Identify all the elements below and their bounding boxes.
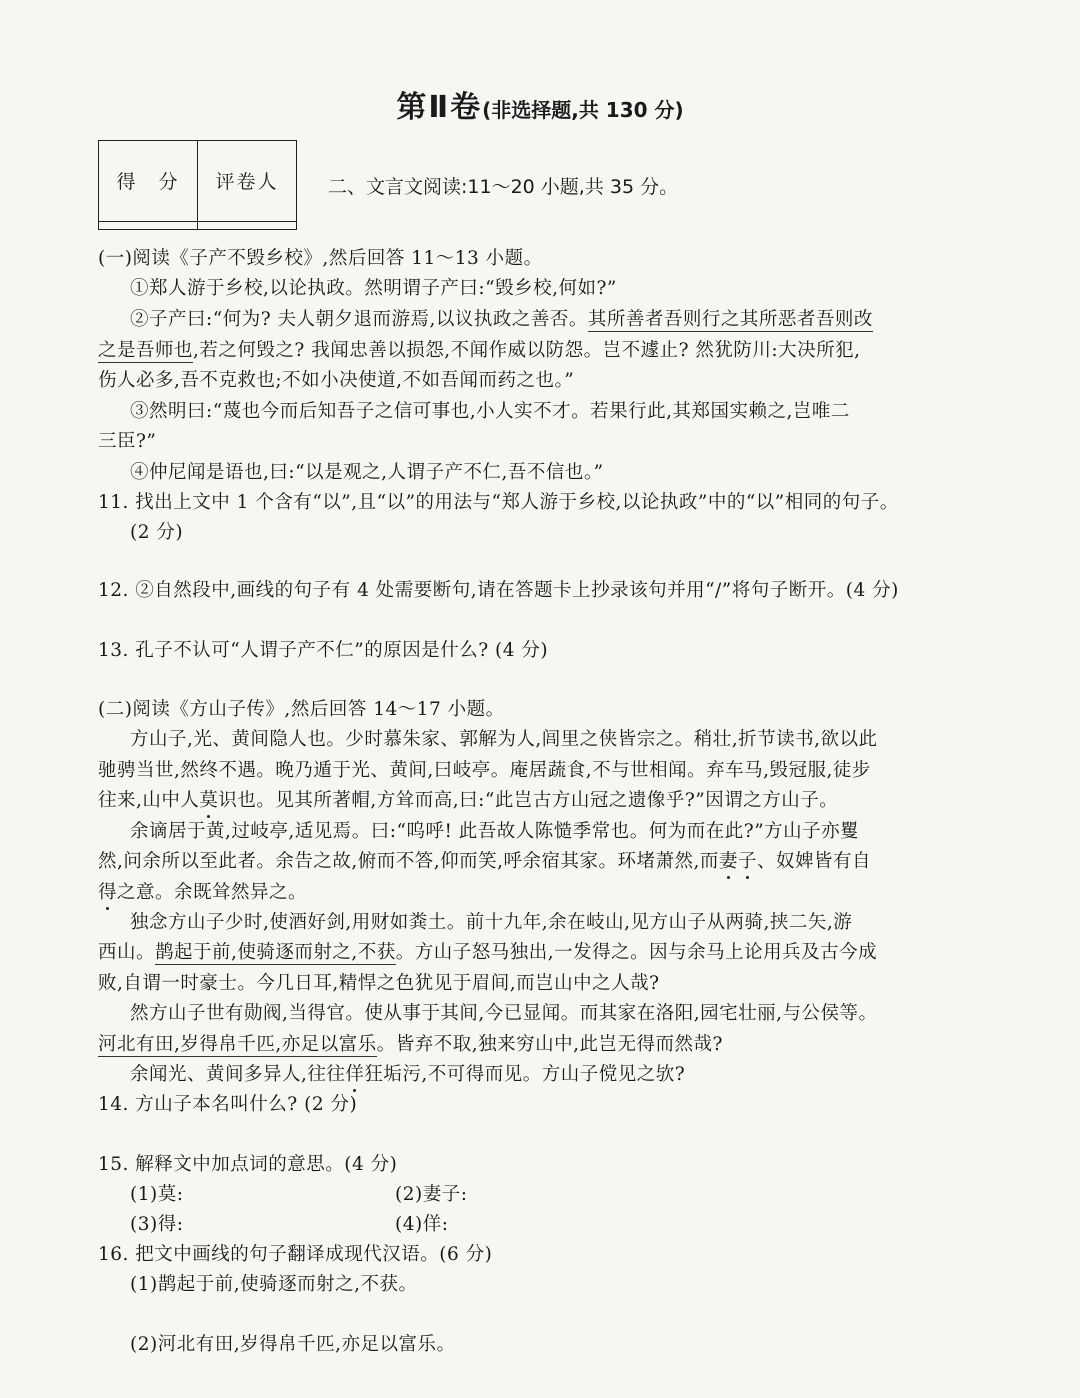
question-12: 12. ②自然段中,画线的句子有 4 处需要断句,请在答题卡上抄录该句并用“/”将句子断开。(4 分) [98,580,899,601]
passage2-para2-line2 [98,847,871,873]
dotted-word-de: 得 [98,882,118,903]
text-span: 之意。余既耸然异之。 [117,882,308,903]
passage2-para2-line1: 余谪居于黄,过岐亭,适见焉。曰:“呜呼! 此吾故人陈慥季常也。何为而在此?”方山子亦矍 [130,821,860,842]
passage1-para2-line1 [130,305,873,331]
passage2-intro: (二)阅读《方山子传》,然后回答 14～17 小题。 [98,699,505,720]
passage1-para2-text: ②子产曰:“何为? 夫人朝夕退而游焉,以议执政之善否。 [130,309,588,330]
dotted-word-qi: 妻 [718,851,738,872]
passage2-para4-line2 [98,1030,723,1056]
dotted-word-mo: 莫 [199,790,219,811]
passage2-para3-line3: 败,自谓一时豪士。今几日耳,精悍之色犹见于眉间,而岂山中之人哉? [98,973,660,994]
question-15-item2: (2)妻子: [395,1184,468,1205]
volume-title-sub: (非选择题,共 130 分) [482,98,684,122]
grader-label: 评卷人 [198,141,297,222]
question-15-item3: (3)得: [130,1214,184,1235]
question-15-item1: (1)莫: [130,1184,184,1205]
question-15: 15. 解释文中加点词的意思。(4 分) [98,1154,398,1175]
text-span: 余闻光、黄间多异人,往往 [130,1064,346,1085]
passage2-para1-line1: 方山子,光、黄间隐人也。少时慕朱家、郭解为人,闾里之侠皆宗之。稍壮,折节读书,欲以此 [130,729,878,750]
passage2-para2-line3 [98,878,307,904]
passage1-para2-line3: 伤人必多,吾不克救也;不如小决使道,不如吾闻而药之也。” [98,370,575,391]
text-span: 往来,山中人 [98,790,200,811]
passage1-para3-line2: 三臣?” [98,431,157,452]
passage1-para2-text2: ,若之何毁之? 我闻忠善以损怨,不闻作威以防怨。岂不遽止? 然犹防川:大决所犯, [193,340,861,361]
passage1-para3-line1: ③然明曰:“蔑也今而后知吾子之信可事也,小人实不才。若果行此,其郑国实赖之,岂唯二 [130,401,850,422]
section-title: 二、文言文阅读:11～20 小题,共 35 分。 [328,176,679,198]
text-span: 然,问余所以至此者。余告之故,俯而不答,仰而笑,呼余宿其家。环堵萧然,而 [98,851,719,872]
question-11: 11. 找出上文中 1 个含有“以”,且“以”的用法与“郑人游于乡校,以论执政”中的“以”相同的句子。 [98,492,899,513]
score-table [98,140,297,230]
volume-title-main: 第Ⅱ卷 [396,90,483,125]
dotted-word-zi: 子 [737,851,757,872]
passage2-para1-line3 [98,786,838,812]
passage2-para3-line1: 独念方山子少时,使酒好剑,用财如粪土。前十九年,余在岐山,见方山子从两骑,挟二矢,游 [130,912,853,933]
grader-cell[interactable] [198,221,297,229]
passage2-para4-line1: 然方山子世有勋阀,当得官。使从事于其间,今已显闻。而其家在洛阳,园宅壮丽,与公侯等。 [130,1003,878,1024]
text-span: 、奴婢皆有自 [756,851,871,872]
volume-title [0,82,1080,126]
text-span: 狂垢污,不可得而见。方山子傥见之欤? [364,1064,686,1085]
score-cell[interactable] [99,221,198,229]
question-16-item2: (2)河北有田,岁得帛千匹,亦足以富乐。 [130,1334,456,1355]
question-16-item1: (1)鹊起于前,使骑逐而射之,不获。 [130,1274,418,1295]
underlined-sentence-part1: 其所善者吾则行之其所恶者吾则改 [587,309,873,330]
passage1-para2-line2 [98,336,861,362]
text-span: 。皆弃不取,独来穷山中,此岂无得而然哉? [376,1034,723,1055]
question-15-item4: (4)佯: [395,1214,449,1235]
score-label: 得 分 [99,141,198,222]
passage2-para5 [130,1060,685,1086]
passage1-para4: ④仲尼闻是语也,曰:“以是观之,人谓子产不仁,吾不信也。” [130,462,604,483]
question-11-points: (2 分) [130,522,184,543]
passage2-para3-line2 [98,938,877,964]
question-16: 16. 把文中画线的句子翻译成现代汉语。(6 分) [98,1244,493,1265]
text-span: 识也。见其所著帽,方耸而高,曰:“此岂古方山冠之遗像乎?”因谓之方山子。 [218,790,839,811]
question-14: 14. 方山子本名叫什么? (2 分) [98,1094,358,1115]
passage1-intro: (一)阅读《子产不毁乡校》,然后回答 11～13 小题。 [98,248,543,269]
question-13: 13. 孔子不认可“人谓子产不仁”的原因是什么? (4 分) [98,640,549,661]
underlined-sentence-part2: 之是吾师也 [98,340,194,361]
text-span: 。方山子怒马独出,一发得之。因与余马上论用兵及古今成 [395,942,878,963]
text-span: 西山。 [98,942,156,963]
passage1-para1: ①郑人游于乡校,以论执政。然明谓子产曰:“毁乡校,何如?” [130,278,617,299]
underlined-sentence-hebei: 河北有田,岁得帛千匹,亦足以富乐 [98,1034,377,1055]
passage2-para1-line2: 驰骋当世,然终不遇。晚乃遁于光、黄间,曰岐亭。庵居蔬食,不与世相闻。弃车马,毁冠服,徒步 [98,760,871,781]
underlined-sentence-que: 鹊起于前,使骑逐而射之,不获 [155,942,396,963]
dotted-word-yang: 佯 [345,1064,365,1085]
